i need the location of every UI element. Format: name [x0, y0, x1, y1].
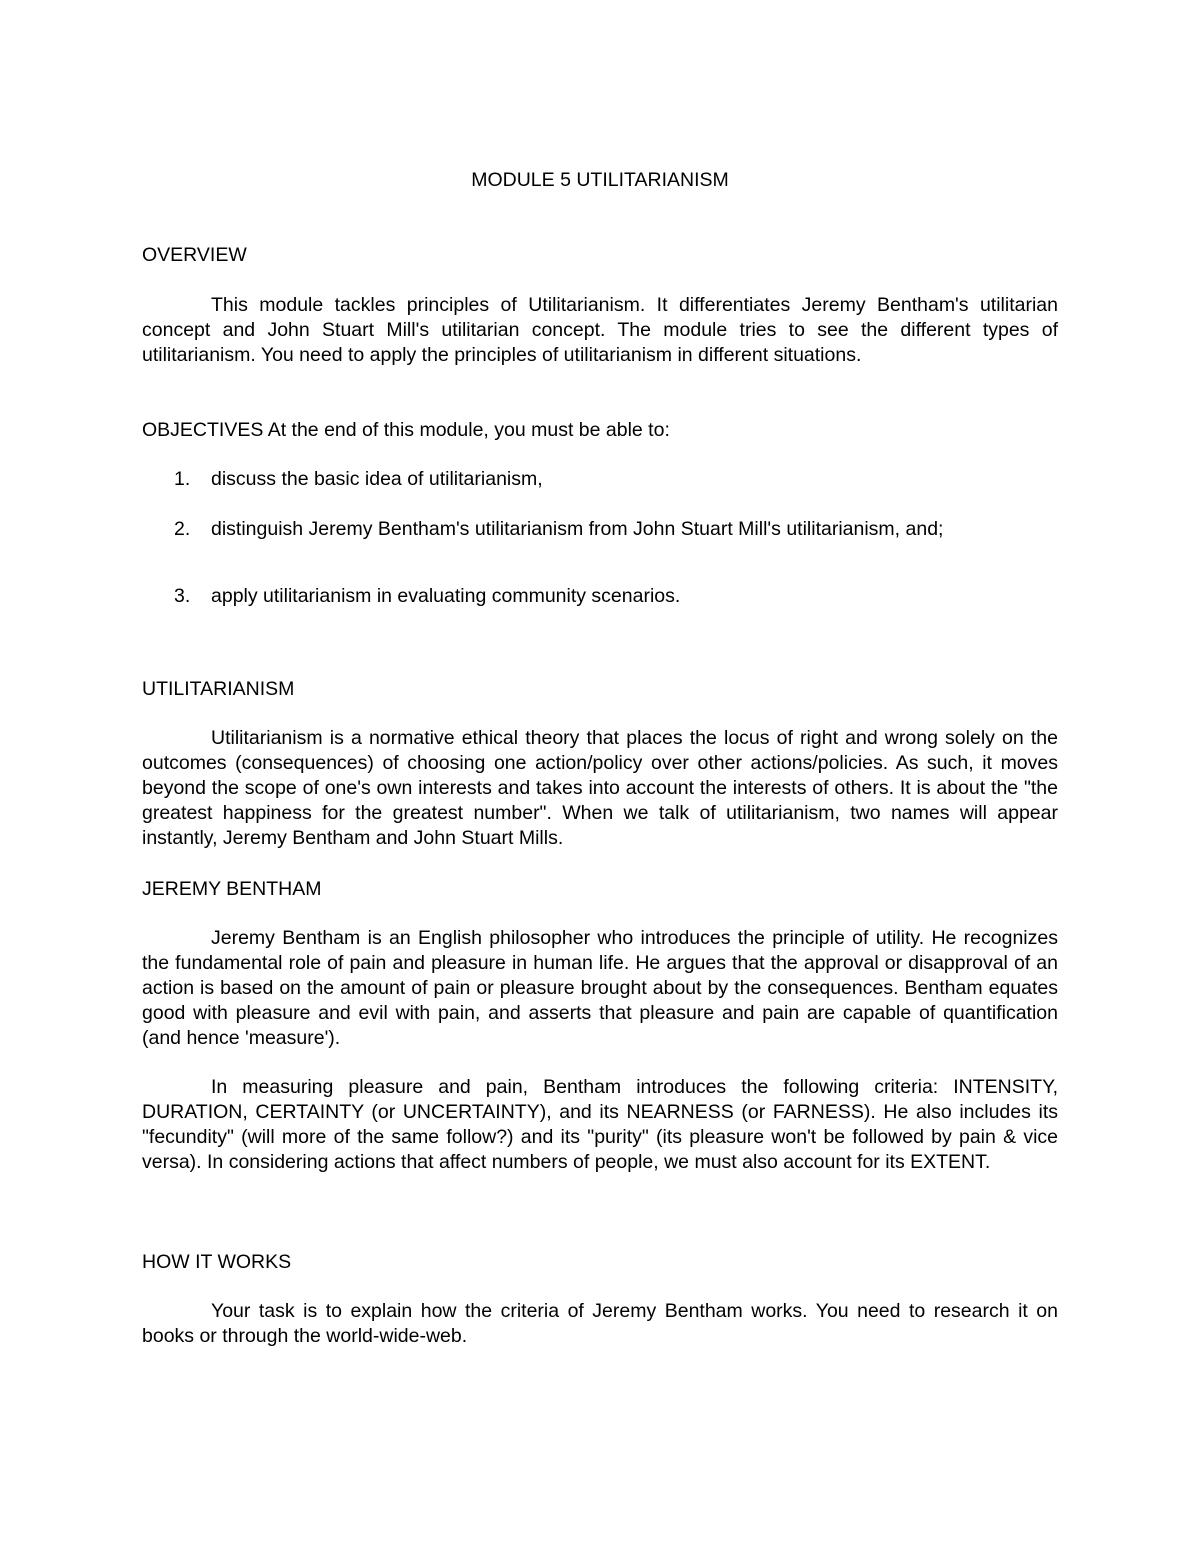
- utilitarianism-heading: UTILITARIANISM: [142, 678, 295, 700]
- list-item-number: 3.: [174, 585, 191, 607]
- list-item-text: apply utilitarianism in evaluating community scenarios.: [211, 585, 681, 607]
- overview-heading: OVERVIEW: [142, 244, 247, 266]
- bentham-paragraph-2: In measuring pleasure and pain, Bentham introduces the following criteria: INTENSITY, DURATION, CERTAINTY (or UNCERTAINTY), and its NEARNESS (or FARNESS). He also includes its "fecundity" (will more of the same follow?) and its "purity" (its pleasure won't be followed by pain & vice versa). In considering actions that affect numbers of people, we must also account for its EXTENT.: [142, 1076, 1058, 1173]
- document-title: MODULE 5 UTILITARIANISM: [471, 169, 729, 191]
- list-item-text: discuss the basic idea of utilitarianism,: [211, 468, 543, 490]
- list-item-text: distinguish Jeremy Bentham's utilitarianism from John Stuart Mill's utilitarianism, and;: [211, 518, 944, 540]
- list-item-number: 2.: [174, 518, 191, 540]
- utilitarianism-paragraph: Utilitarianism is a normative ethical theory that places the locus of right and wrong solely on the outcomes (consequences) of choosing one action/policy over other actions/policies. As such, it moves beyond the scope of one's own interests and takes into account the interests of others. It is about the "the greatest happiness for the greatest number". When we talk of utilitarianism, two names will appear instantly, Jeremy Bentham and John Stuart Mills.: [142, 727, 1058, 849]
- how-it-works-heading: HOW IT WORKS: [142, 1251, 292, 1273]
- how-it-works-paragraph: Your task is to explain how the criteria of Jeremy Bentham works. You need to research it on books or through the world-wide-web.: [142, 1300, 1058, 1347]
- objectives-heading: OBJECTIVES At the end of this module, you must be able to:: [142, 419, 670, 441]
- bentham-paragraph-1: Jeremy Bentham is an English philosopher who introduces the principle of utility. He recognizes the fundamental role of pain and pleasure in human life. He argues that the approval or disapproval of an action is based on the amount of pain or pleasure brought about by the consequences. Bentham equates good with pleasure and evil with pain, and asserts that pleasure and pain are capable of quantification (and hence 'measure').: [142, 927, 1058, 1049]
- bentham-heading: JEREMY BENTHAM: [142, 878, 322, 900]
- overview-paragraph: This module tackles principles of Utilitarianism. It differentiates Jeremy Bentham's utilitarian concept and John Stuart Mill's utilitarian concept. The module tries to see the different types of utilitarianism. You need to apply the principles of utilitarianism in different situations.: [142, 294, 1058, 366]
- list-item-number: 1.: [174, 468, 191, 490]
